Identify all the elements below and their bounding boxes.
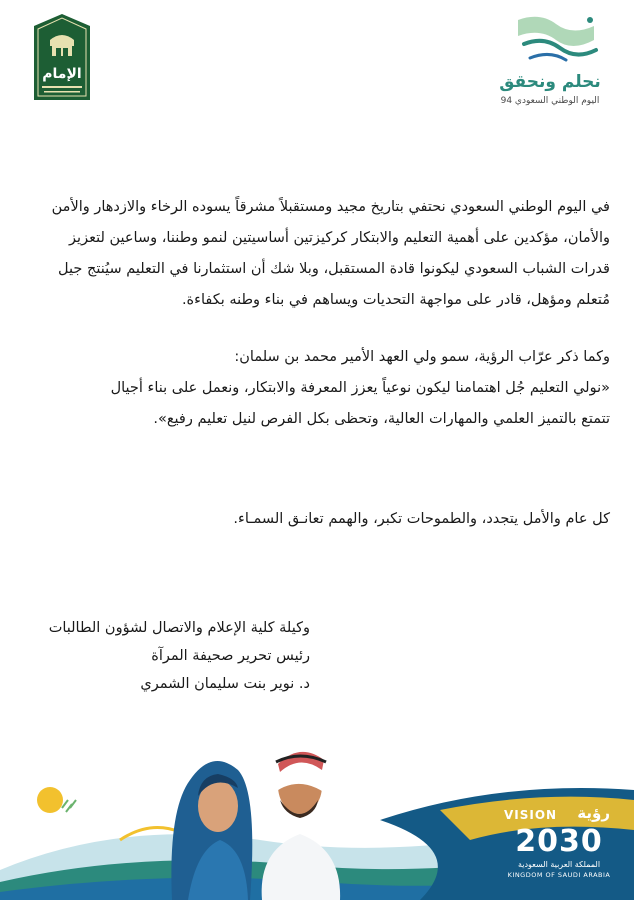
quote-line: تتمتع بالتميز العلمي والمهارات العالية، وتحظى بكل الفرص لنيل تعليم رفيع». xyxy=(153,411,610,427)
vision-2030-logo xyxy=(504,804,614,888)
paragraph-intro-line: والأمان، مؤكدين على أهمية التعليم والابتكار كركيزتين أساسيتين لنمو وطننا، وساعين لتعزيز xyxy=(69,230,610,246)
kingdom-name-en: KINGDOM OF SAUDI ARABIA xyxy=(507,871,611,879)
university-logo xyxy=(30,12,94,102)
woman-figure xyxy=(171,761,252,900)
quote-attribution: وكما ذكر عرّاب الرؤية، سمو ولي العهد الأمير محمد بن سلمان: xyxy=(234,349,610,365)
signature-name: د. نوير بنت سليمان الشمري xyxy=(140,676,310,692)
closing-line: كل عام والأمل يتجدد، والطموحات تكبر، والهمم تعانـق السمـاء. xyxy=(233,511,610,527)
kingdom-name-ar: المملكة العربية السعودية xyxy=(517,860,601,869)
university-logo-text: الإمام xyxy=(42,66,82,82)
vision-year: 2030 xyxy=(515,824,603,859)
paragraph-closing xyxy=(34,504,610,535)
slogan-subtitle: اليوم الوطني السعودي 94 xyxy=(500,96,600,106)
paragraph-intro-line: مُتعلم ومؤهل، قادر على مواجهة التحديات ويساهم في بناء وطنه بكفاءة. xyxy=(181,292,610,308)
paragraph-intro-line: في اليوم الوطني السعودي نحتفي بتاريخ مجيد ومستقبلاً مشرقاً يسوده الرخاء والازدهار والأمن xyxy=(51,199,610,215)
slogan-mark-icon xyxy=(510,10,602,68)
man-figure xyxy=(262,749,340,900)
national-day-logo xyxy=(490,10,610,114)
slogan-text: نحلم ونحقق xyxy=(499,72,601,92)
paragraph-quote xyxy=(34,342,610,435)
signature-title: وكيلة كلية الإعلام والاتصال لشؤون الطالبات xyxy=(48,620,310,636)
sun-icon xyxy=(37,787,63,813)
signature-block xyxy=(10,614,310,698)
signature-role: رئيس تحرير صحيفة المرآة xyxy=(151,648,310,664)
paragraph-intro xyxy=(34,192,610,316)
quote-line: «نولي التعليم جُل اهتمامنا ليكون نوعياً يعزز المعرفة والابتكار، ونعمل على بناء أجيال xyxy=(110,380,610,396)
paragraph-intro-line: قدرات الشباب السعودي ليكونوا قادة المستقبل، وبلا شك أن استثمارنا في التعليم سيُنتج جيل xyxy=(58,261,610,277)
vision-label-ar: رؤية xyxy=(577,804,610,822)
vision-label-en: VISION xyxy=(504,808,558,822)
